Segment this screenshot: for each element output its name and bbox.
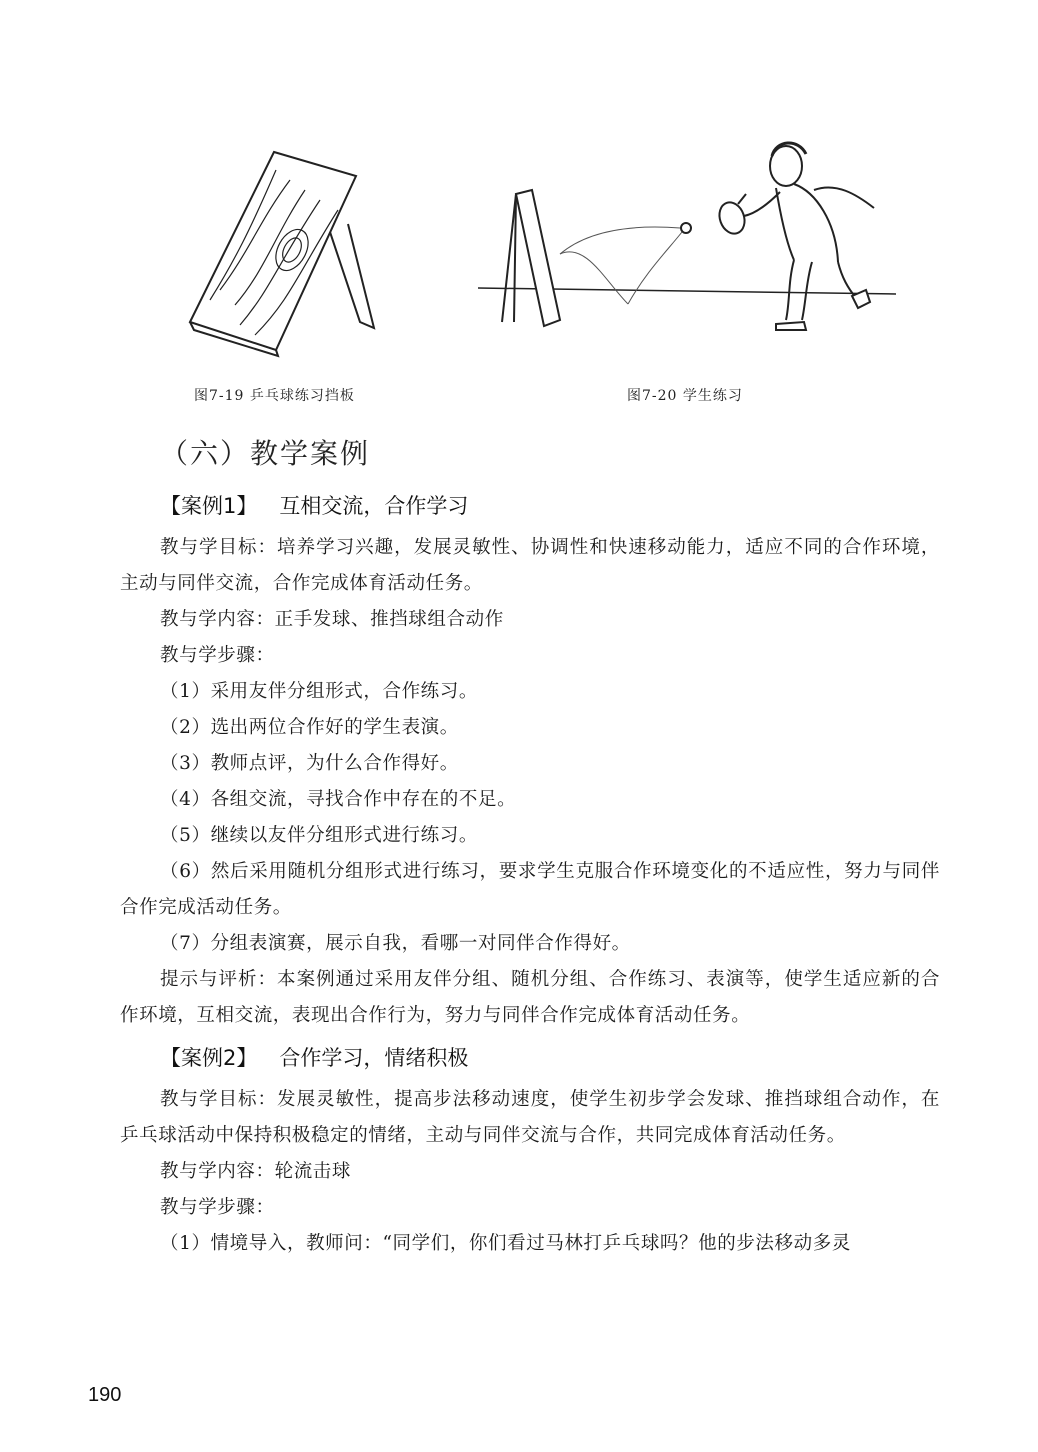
case-1-title: 互相交流，合作学习 — [279, 494, 469, 518]
section-title: （六）教学案例 — [160, 437, 371, 470]
case-1-step: （7）分组表演赛，展示自我，看哪一对同伴合作得好。 — [160, 933, 631, 954]
figure-7-19-caption: 图7-19 乒乓球练习挡板 — [194, 388, 355, 404]
case-1-step: （1）采用友伴分组形式，合作练习。 — [160, 681, 478, 702]
case-1-heading — [160, 490, 940, 520]
case-2-title: 合作学习，情绪积极 — [279, 1046, 469, 1070]
case-2-step: （1）情境导入，教师问：“同学们，你们看过马林打乒乓球吗？他的步法移动多灵 — [160, 1233, 851, 1254]
figure-practice-board — [180, 140, 390, 360]
figure-student-practice — [476, 132, 906, 342]
case-1-step: （2）选出两位合作好的学生表演。 — [160, 717, 459, 738]
case-2-steps-label: 教与学步骤： — [160, 1197, 275, 1218]
case-2-goal: 教与学目标：发展灵敏性，提高步法移动速度，使学生初步学会发球、推挡球组合动作，在乒乓球活动中保持积极稳定的情绪，主动与同伴交流与合作，共同完成体育活动任务。 — [120, 1089, 940, 1146]
case-1-step: （5）继续以友伴分组形式进行练习。 — [160, 825, 478, 846]
case-1-content: 教与学内容：正手发球、推挡球组合动作 — [160, 609, 504, 630]
case-1-tag: 【案例1】 — [160, 494, 258, 518]
case-2-content: 教与学内容：轮流击球 — [160, 1161, 352, 1182]
case-1-comment: 提示与评析：本案例通过采用友伴分组、随机分组、合作练习、表演等，使学生适应新的合作环境，互相交流，表现出合作行为，努力与同伴合作完成体育活动任务。 — [120, 969, 940, 1026]
case-1-step: （3）教师点评，为什么合作得好。 — [160, 753, 459, 774]
case-1-step: （6）然后采用随机分组形式进行练习，要求学生克服合作环境变化的不适应性，努力与同伴合作完成活动任务。 — [120, 861, 940, 918]
page-number: 190 — [88, 1384, 122, 1406]
figure-7-20-caption: 图7-20 学生练习 — [627, 388, 743, 404]
case-1-goal: 教与学目标：培养学习兴趣，发展灵敏性、协调性和快速移动能力，适应不同的合作环境，主动与同伴交流，合作完成体育活动任务。 — [120, 537, 940, 594]
main-content — [120, 432, 940, 1262]
case-1-steps-label: 教与学步骤： — [160, 645, 275, 666]
case-1-step: （4）各组交流，寻找合作中存在的不足。 — [160, 789, 517, 810]
case-2-tag: 【案例2】 — [160, 1046, 258, 1070]
case-2-heading — [160, 1042, 940, 1072]
